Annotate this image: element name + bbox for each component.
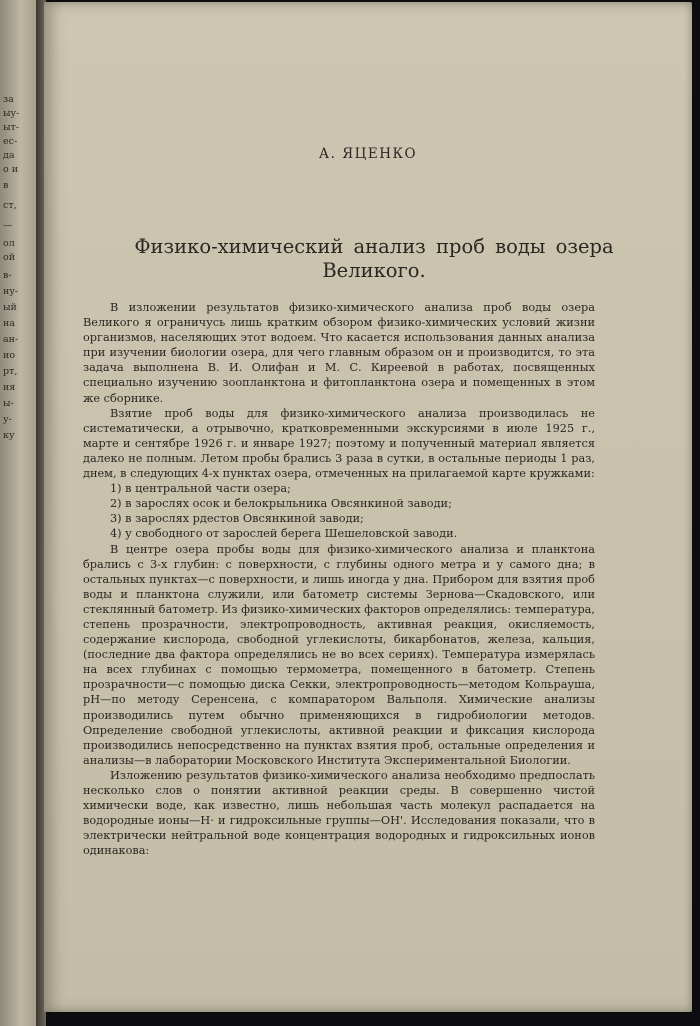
left-page-fragment: ес-: [3, 136, 18, 147]
left-page-fragment: ый: [3, 302, 17, 313]
left-page-fragment: ой: [3, 252, 16, 263]
left-page-fragment: ан-: [3, 334, 19, 345]
left-page-fragment: да: [3, 150, 15, 161]
left-page-fragment: ну-: [3, 286, 19, 297]
left-page-fragment: ол: [3, 238, 15, 249]
article-title-line: Физико-химический анализ проб воды озера: [134, 235, 614, 258]
left-page-fragment: о и: [3, 164, 19, 175]
book-page: [44, 2, 692, 1012]
body-paragraph: Взятие проб воды для физико-химического анализа производилась не систематически, а отрывочно, кратковременными экскурсиями в июле 1925 г., марте и сентябре 1926 г. и январе 1927; поэтому и полученный материал является далеко не полным. Летом пробы брались 3 раза в сутки, в остальные периоды 1 раз, днем, в следующих 4-х пунктах озера, отмеченных на прилагаемой карте кружками:: [83, 406, 595, 481]
article-title-line: Великого.: [322, 259, 426, 282]
left-page-fragment: в: [3, 180, 9, 191]
left-page-fragment: рт,: [3, 366, 18, 377]
body-paragraph: В изложении результатов физико-химического анализа проб воды озера Великого я ограничусь лишь кратким обзором физико-химических условий жизни организмов, населяющих этот водоем. Что касается использования данных анализа при изучении биологии озера, для чего главным образом он и производится, то эта задача выполнена В. И. Олифан и М. С. Киреевой в работах, посвященных специально изучению зоопланктона и фитопланктона озера и помещенных в этом же сборнике.: [83, 301, 595, 405]
list-item: 4) у свободного от зарослей берега Шешеловской заводи.: [110, 527, 458, 541]
left-page-fragment: на: [3, 318, 15, 329]
left-page-fragment: ку: [3, 430, 15, 441]
left-page-fragment: ст,: [3, 200, 17, 211]
article-author: А. ЯЦЕНКО: [318, 146, 418, 162]
left-page-fragment: ы-: [3, 398, 14, 409]
article-title: [84, 235, 664, 283]
left-page-edge: [0, 0, 38, 1026]
body-paragraph: Изложению результатов физико-химического анализа необходимо предпослать несколько слов о понятии активной реакции среды. В совершенно чистой химически воде, как известно, лишь небольшая часть молекул распадается на водородные ионы—H· и гидроксильные группы—OH'. Исследования показали, что в электрически нейтральной воде концентрация водородных и гидроксильных ионов одинакова:: [83, 768, 595, 858]
list-item: 3) в зарослях рдестов Овсянкиной заводи;: [110, 512, 364, 526]
left-page-fragment: ия: [3, 382, 16, 393]
left-page-fragment: —: [3, 220, 13, 231]
left-page-fragment: ио: [3, 350, 16, 361]
left-page-fragment: в-: [3, 270, 12, 281]
list-item: 1) в центральной части озера;: [110, 482, 291, 496]
body-paragraph: В центре озера пробы воды для физико-химического анализа и планктона брались с 3-х глубин: с поверхности, с глубины одного метра и у самого дна; в остальных пунктах—с поверхности, и лишь иногда у дна. Прибором для взятия проб воды и планктона служили, или батометр системы Зернова—Скадовского, или стеклянный батометр. Из физико-химических факторов определялись: температура, степень прозрачности, электропроводность, активная реакция, окисляемость, содержание кислорода, свободной углекислоты, бикарбонатов, железа, кальция, (последние два фактора определялись не во всех сериях). Температура измерялась на всех глубинах с помощью термометра, помещенного в батометр. Степень прозрачности—с помощью диска Секки, электропроводность—методом Кольрауша, pH—по методу Серенсена, с компаратором Вальполя. Химические анализы производились путем обычно применяющихся в гидробиологии методов. Определение свободной углекислоты, активной реакции и фиксация кислорода производились непосредственно на пунктах взятия проб, остальные определения и анализы—в лаборатории Московского Института Экспериментальной Биологии.: [83, 542, 595, 767]
left-page-fragment: ыу-: [3, 108, 20, 119]
left-page-fragment: ыт-: [3, 122, 20, 133]
left-page-fragment: у-: [3, 414, 12, 425]
left-page-fragment: за: [3, 94, 14, 105]
list-item: 2) в зарослях осок и белокрыльника Овсянкиной заводи;: [110, 497, 452, 511]
article-body: [83, 300, 595, 858]
